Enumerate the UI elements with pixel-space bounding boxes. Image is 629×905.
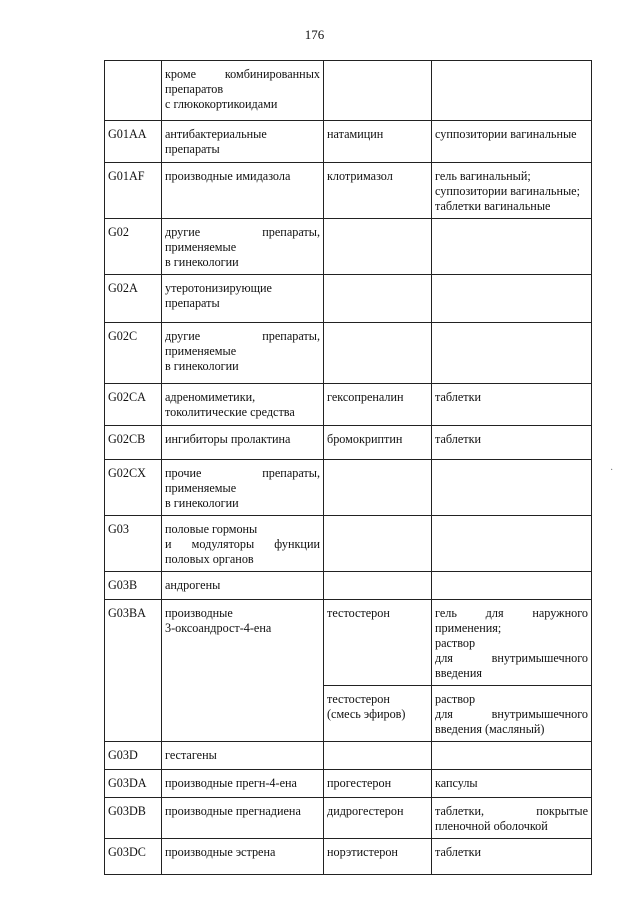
atc-code-cell bbox=[105, 798, 162, 839]
drug-cell-line: норэтистерон bbox=[327, 845, 398, 859]
group-cell-line: 3-оксоандрост-4-ена bbox=[165, 621, 272, 635]
atc-code-cell bbox=[105, 163, 162, 219]
drug-cell bbox=[324, 460, 432, 516]
table-row bbox=[105, 61, 592, 121]
atc-code-cell bbox=[105, 572, 162, 600]
drug-cell-line: дидрогестерон bbox=[327, 804, 404, 818]
atc-code: G02C bbox=[108, 329, 138, 343]
group-cell bbox=[162, 572, 324, 600]
atc-code-cell bbox=[105, 219, 162, 275]
dosage-form-cell bbox=[432, 460, 592, 516]
group-cell-line: гестагены bbox=[165, 748, 217, 762]
group-cell-line: другие препараты, bbox=[165, 329, 320, 343]
atc-code-cell bbox=[105, 384, 162, 426]
dosage-form-cell bbox=[432, 163, 592, 219]
atc-code: G03D bbox=[108, 748, 138, 762]
dosage-form-cell-line: суппозитории вагинальные; bbox=[435, 184, 580, 198]
drug-cell-line: гексопреналин bbox=[327, 390, 404, 404]
table-row bbox=[105, 572, 592, 600]
group-cell-line: ингибиторы пролактина bbox=[165, 432, 291, 446]
dosage-form-cell bbox=[432, 770, 592, 798]
group-cell bbox=[162, 839, 324, 875]
drug-classification-table bbox=[104, 60, 592, 875]
drug-cell bbox=[324, 219, 432, 275]
dosage-form-cell bbox=[432, 839, 592, 875]
table-row bbox=[105, 323, 592, 384]
dosage-form-cell bbox=[432, 686, 592, 742]
dosage-form-cell bbox=[432, 742, 592, 770]
dosage-form-cell bbox=[432, 600, 592, 686]
drug-cell bbox=[324, 384, 432, 426]
atc-code: G02CB bbox=[108, 432, 146, 446]
drug-cell bbox=[324, 61, 432, 121]
dosage-form-cell-line: пленочной оболочкой bbox=[435, 819, 548, 833]
dosage-form-cell-line: гель вагинальный; bbox=[435, 169, 531, 183]
group-cell bbox=[162, 460, 324, 516]
atc-code-cell bbox=[105, 460, 162, 516]
dosage-form-cell-line: введения bbox=[435, 666, 482, 680]
dosage-form-cell-line: введения (масляный) bbox=[435, 722, 545, 736]
table-row bbox=[105, 770, 592, 798]
dosage-form-cell bbox=[432, 516, 592, 572]
group-cell bbox=[162, 742, 324, 770]
drug-cell-line: прогестерон bbox=[327, 776, 392, 790]
atc-code-cell bbox=[105, 426, 162, 460]
atc-code: G03DC bbox=[108, 845, 146, 859]
drug-cell-line: клотримазол bbox=[327, 169, 393, 183]
dosage-form-cell-line: для внутримышечного bbox=[435, 651, 588, 665]
group-cell-line: в гинекологии bbox=[165, 496, 239, 510]
atc-code: G01AA bbox=[108, 127, 147, 141]
atc-code: G03DB bbox=[108, 804, 146, 818]
group-cell bbox=[162, 121, 324, 163]
group-cell-line: производные имидазола bbox=[165, 169, 291, 183]
dosage-form-cell-line: таблетки, покрытые bbox=[435, 804, 588, 818]
drug-cell bbox=[324, 798, 432, 839]
dosage-form-cell-line: таблетки вагинальные bbox=[435, 199, 551, 213]
group-cell-line: с глюкокортикоидами bbox=[165, 97, 278, 111]
group-cell bbox=[162, 516, 324, 572]
drug-cell bbox=[324, 742, 432, 770]
dosage-form-cell-line: гель для наружного bbox=[435, 606, 588, 620]
dosage-form-cell-line: раствор bbox=[435, 692, 476, 706]
group-cell-line: половых органов bbox=[165, 552, 254, 566]
drug-cell-line: натамицин bbox=[327, 127, 384, 141]
atc-code: G03 bbox=[108, 522, 129, 536]
group-cell-line: половые гормоны bbox=[165, 522, 258, 536]
drug-cell bbox=[324, 770, 432, 798]
page-number: 176 bbox=[304, 27, 325, 42]
table-row bbox=[105, 798, 592, 839]
dosage-form-cell bbox=[432, 121, 592, 163]
group-cell-line: применяемые bbox=[165, 240, 237, 254]
table-row bbox=[105, 839, 592, 875]
drug-cell bbox=[324, 686, 432, 742]
atc-code-cell bbox=[105, 121, 162, 163]
table-row bbox=[105, 275, 592, 323]
dosage-form-cell-line: таблетки bbox=[435, 432, 482, 446]
dosage-form-cell-line: применения; bbox=[435, 621, 502, 635]
group-cell-line: производные bbox=[165, 606, 233, 620]
group-cell-line: антибактериальные bbox=[165, 127, 267, 141]
atc-code: G03BA bbox=[108, 606, 146, 620]
group-cell bbox=[162, 600, 324, 742]
drug-cell bbox=[324, 275, 432, 323]
group-cell-line: утеротонизирующие bbox=[165, 281, 272, 295]
group-cell-line: применяемые bbox=[165, 344, 237, 358]
dosage-form-cell bbox=[432, 798, 592, 839]
drug-cell bbox=[324, 163, 432, 219]
group-cell bbox=[162, 163, 324, 219]
atc-code: G03B bbox=[108, 578, 138, 592]
table-row bbox=[105, 121, 592, 163]
group-cell-line: и модуляторы функции bbox=[165, 537, 320, 551]
atc-code: G02 bbox=[108, 225, 129, 239]
dosage-form-cell bbox=[432, 384, 592, 426]
table-row bbox=[105, 742, 592, 770]
dosage-form-cell bbox=[432, 219, 592, 275]
group-cell-line: препараты bbox=[165, 142, 220, 156]
group-cell-line: в гинекологии bbox=[165, 255, 239, 269]
table-row bbox=[105, 460, 592, 516]
group-cell bbox=[162, 798, 324, 839]
atc-code: G01AF bbox=[108, 169, 145, 183]
drug-cell bbox=[324, 121, 432, 163]
table-row bbox=[105, 384, 592, 426]
drug-cell-line: (смесь эфиров) bbox=[327, 707, 406, 721]
group-cell-line: андрогены bbox=[165, 578, 221, 592]
group-cell-line: производные эстрена bbox=[165, 845, 276, 859]
drug-cell bbox=[324, 600, 432, 686]
group-cell-line: препаратов bbox=[165, 82, 224, 96]
group-cell-line: препараты bbox=[165, 296, 220, 310]
atc-code-cell bbox=[105, 839, 162, 875]
group-cell bbox=[162, 323, 324, 384]
scan-speck: · bbox=[610, 465, 614, 476]
group-cell-line: другие препараты, bbox=[165, 225, 320, 239]
dosage-form-cell bbox=[432, 61, 592, 121]
atc-code-cell bbox=[105, 323, 162, 384]
group-cell bbox=[162, 275, 324, 323]
atc-code-cell bbox=[105, 516, 162, 572]
dosage-form-cell bbox=[432, 323, 592, 384]
group-cell-line: прочие препараты, bbox=[165, 466, 320, 480]
drug-cell bbox=[324, 426, 432, 460]
drug-cell bbox=[324, 516, 432, 572]
group-cell-line: применяемые bbox=[165, 481, 237, 495]
dosage-form-cell-line: раствор bbox=[435, 636, 476, 650]
atc-code: G03DA bbox=[108, 776, 147, 790]
group-cell-line: кроме комбинированных bbox=[165, 67, 320, 81]
table-row bbox=[105, 426, 592, 460]
table-row bbox=[105, 219, 592, 275]
drug-cell bbox=[324, 323, 432, 384]
atc-code-cell bbox=[105, 600, 162, 742]
dosage-form-cell-line: таблетки bbox=[435, 845, 482, 859]
group-cell-line: производные прегнадиена bbox=[165, 804, 301, 818]
atc-code-cell bbox=[105, 770, 162, 798]
group-cell bbox=[162, 426, 324, 460]
dosage-form-cell-line: капсулы bbox=[435, 776, 478, 790]
drug-cell bbox=[324, 572, 432, 600]
group-cell-line: адреномиметики, bbox=[165, 390, 256, 404]
group-cell bbox=[162, 61, 324, 121]
dosage-form-cell bbox=[432, 275, 592, 323]
dosage-form-cell bbox=[432, 426, 592, 460]
drug-cell bbox=[324, 839, 432, 875]
dosage-form-cell-line: суппозитории вагинальные bbox=[435, 127, 577, 141]
group-cell bbox=[162, 219, 324, 275]
atc-code-cell bbox=[105, 742, 162, 770]
group-cell bbox=[162, 384, 324, 426]
group-cell-line: производные прегн-4-ена bbox=[165, 776, 297, 790]
atc-code-cell bbox=[105, 61, 162, 121]
atc-code: G02A bbox=[108, 281, 138, 295]
dosage-form-cell-line: для внутримышечного bbox=[435, 707, 588, 721]
table-row bbox=[105, 163, 592, 219]
table-row bbox=[105, 600, 592, 686]
dosage-form-cell-line: таблетки bbox=[435, 390, 482, 404]
drug-cell-line: тестостерон bbox=[327, 692, 390, 706]
group-cell bbox=[162, 770, 324, 798]
group-cell-line: в гинекологии bbox=[165, 359, 239, 373]
atc-code-cell bbox=[105, 275, 162, 323]
drug-cell-line: тестостерон bbox=[327, 606, 390, 620]
group-cell-line: токолитические средства bbox=[165, 405, 295, 419]
atc-code: G02CA bbox=[108, 390, 146, 404]
table-row bbox=[105, 516, 592, 572]
atc-code: G02CX bbox=[108, 466, 146, 480]
drug-cell-line: бромокриптин bbox=[327, 432, 403, 446]
dosage-form-cell bbox=[432, 572, 592, 600]
